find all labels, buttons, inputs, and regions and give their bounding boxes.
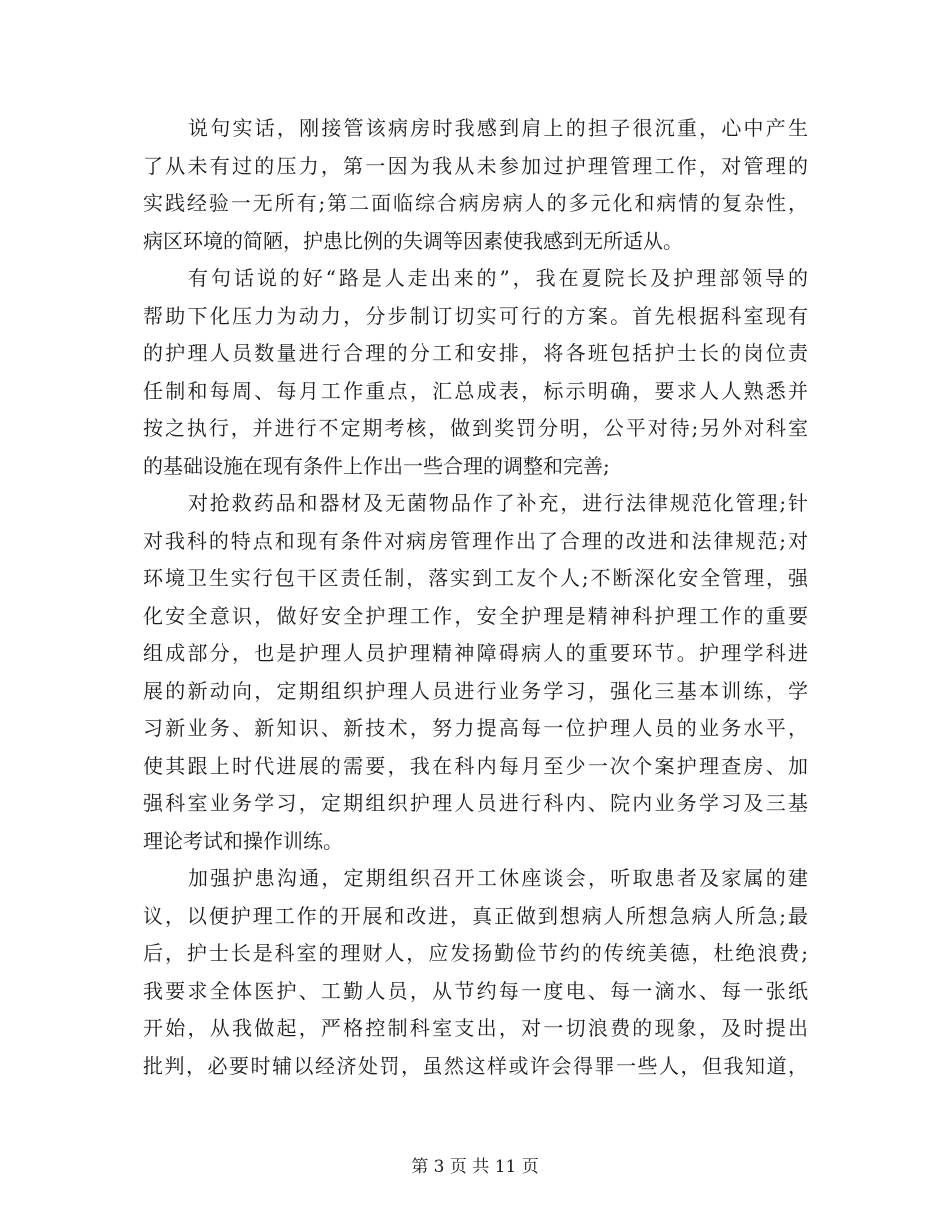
- text-line: 病区环境的简陋，护患比例的失调等因素使我感到无所适从。: [143, 228, 683, 253]
- text-line: 习新业务、新知识、新技术，努力提高每一位护理人员的业务水平，: [143, 716, 808, 740]
- text-line: 理论考试和操作训练。: [143, 828, 343, 853]
- text-line: 后，护士长是科室的理财人，应发扬勤俭节约的传统美德，杜绝浪费;: [143, 941, 808, 965]
- paragraph-4: [143, 860, 808, 1085]
- text-line: 任制和每周、每月工作重点，汇总成表，标示明确，要求人人熟悉并: [143, 378, 808, 403]
- paragraph-3: [143, 485, 808, 860]
- text-line: 环境卫生实行包干区责任制，落实到工友个人;不断深化安全管理，强: [143, 566, 808, 590]
- text-line: 我要求全体医护、工勤人员，从节约每一度电、每一滴水、每一张纸: [143, 978, 808, 1003]
- text-line: 批判，必要时辅以经济处罚，虽然这样或许会得罪一些人，但我知道，: [143, 1053, 808, 1078]
- text-line: 的基础设施在现有条件上作出一些合理的调整和完善;: [143, 453, 610, 478]
- text-line: 说句实话，刚接管该病房时我感到肩上的担子很沉重，心中产生: [188, 116, 808, 140]
- text-line: 强科室业务学习，定期组织护理人员进行科内、院内业务学习及三基: [143, 791, 808, 815]
- text-line: 使其跟上时代进展的需要，我在科内每月至少一次个案护理查房、加: [143, 753, 808, 778]
- paragraph-2: [143, 260, 808, 485]
- page-number: 第 3 页 共 11 页: [411, 1157, 539, 1177]
- text-line: 有句话说的好“路是人走出来的”，我在夏院长及护理部领导的: [188, 266, 808, 290]
- text-line: 的护理人员数量进行合理的分工和安排，将各班包括护士长的岗位责: [143, 341, 808, 365]
- text-line: 了从未有过的压力，第一因为我从未参加过护理管理工作，对管理的: [143, 153, 808, 178]
- document-body: [143, 110, 808, 1085]
- text-line: 加强护患沟通，定期组织召开工休座谈会，听取患者及家属的建: [188, 866, 808, 890]
- text-line: 组成部分，也是护理人员护理精神障碍病人的重要环节。护理学科进: [143, 641, 808, 665]
- text-line: 开始，从我做起，严格控制科室支出，对一切浪费的现象，及时提出: [143, 1016, 808, 1040]
- text-line: 对我科的特点和现有条件对病房管理作出了合理的改进和法律规范;对: [143, 528, 808, 553]
- text-line: 实践经验一无所有;第二面临综合病房病人的多元化和病情的复杂性，: [143, 191, 808, 215]
- text-line: 议，以便护理工作的开展和改进，真正做到想病人所想急病人所急;最: [143, 903, 808, 928]
- text-line: 按之执行，并进行不定期考核，做到奖罚分明，公平对待;另外对科室: [143, 416, 808, 440]
- text-line: 对抢救药品和器材及无菌物品作了补充，进行法律规范化管理;针: [188, 491, 808, 515]
- text-line: 展的新动向，定期组织护理人员进行业务学习，强化三基本训练，学: [143, 678, 808, 703]
- text-line: 化安全意识，做好安全护理工作，安全护理是精神科护理工作的重要: [143, 603, 808, 628]
- paragraph-1: [143, 110, 808, 260]
- text-line: 帮助下化压力为动力，分步制订切实可行的方案。首先根据科室现有: [143, 303, 808, 328]
